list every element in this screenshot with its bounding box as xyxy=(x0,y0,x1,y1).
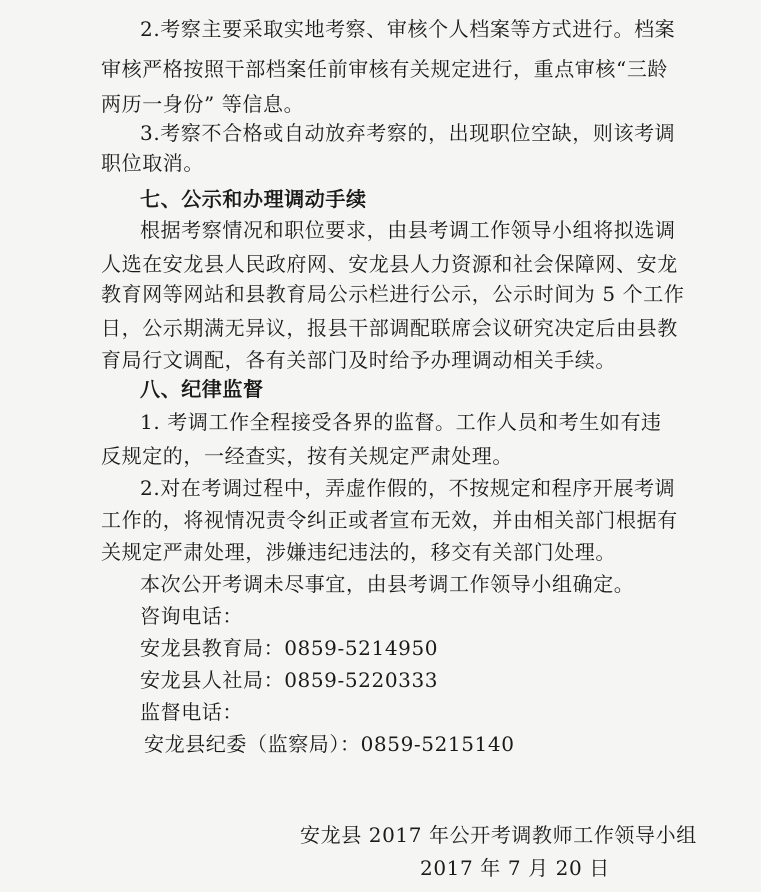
consult-phone-hr: 安龙县人社局：0859-5220333 xyxy=(140,668,439,692)
consult-phone-education: 安龙县教育局：0859-5214950 xyxy=(140,636,439,660)
supervise-phone-discipline: 安龙县纪委（监察局）：0859-5215140 xyxy=(144,732,515,756)
sec6-item3-line1: 3.考察不合格或自动放弃考察的，出现职位空缺，则该考调 xyxy=(140,121,676,145)
closing-statement: 本次公开考调未尽事宜，由县考调工作领导小组确定。 xyxy=(140,572,635,596)
consult-phone-label: 咨询电话： xyxy=(140,604,243,628)
sec8-item1-line1: 1. 考调工作全程接受各界的监督。工作人员和考生如有违 xyxy=(140,410,662,434)
sec8-item1-line2: 反规定的，一经查实，按有关规定严肃处理。 xyxy=(101,444,513,468)
section-heading-7: 七、公示和办理调动手续 xyxy=(140,187,367,211)
sec6-item2-line1: 2.考察主要采取实地考察、审核个人档案等方式进行。档案 xyxy=(140,17,676,41)
sec6-item2-line3: 两历一身份” 等信息。 xyxy=(101,92,305,116)
sec7-para-line2: 人选在安龙县人民政府网、安龙县人力资源和社会保障网、安龙 xyxy=(101,252,678,276)
sec6-item2-line2: 审核严格按照干部档案任前审核有关规定进行，重点审核“三龄 xyxy=(101,57,669,81)
sec6-item3-line2: 职位取消。 xyxy=(101,151,204,175)
sec7-para-line4: 日，公示期满无异议，报县干部调配联席会议研究决定后由县教 xyxy=(101,316,678,340)
sec7-para-line5: 育局行文调配，各有关部门及时给予办理调动相关手续。 xyxy=(101,348,616,372)
section-heading-8: 八、纪律监督 xyxy=(140,377,264,401)
supervise-phone-label: 监督电话： xyxy=(140,700,243,724)
sec8-item2-line1: 2.对在考调过程中，弄虚作假的，不按规定和程序开展考调 xyxy=(140,476,676,500)
sec7-para-line3: 教育网等网站和县教育局公示栏进行公示，公示时间为 5 个工作 xyxy=(101,282,685,306)
sec8-item2-line2: 工作的，将视情况责令纠正或者宣布无效，并由相关部门根据有 xyxy=(101,508,678,532)
signature-date: 2017 年 7 月 20 日 xyxy=(420,856,610,880)
sec7-para-line1: 根据考察情况和职位要求，由县考调工作领导小组将拟选调 xyxy=(140,218,676,242)
sec8-item2-line3: 关规定严肃处理，涉嫌违纪违法的，移交有关部门处理。 xyxy=(101,540,616,564)
signature-organization: 安龙县 2017 年公开考调教师工作领导小组 xyxy=(300,823,697,847)
